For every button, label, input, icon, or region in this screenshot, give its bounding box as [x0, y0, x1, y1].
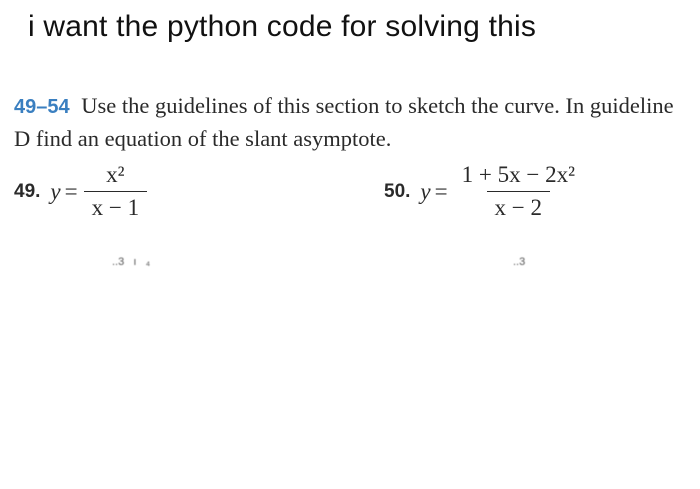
question-caption: i want the python code for solving this [28, 10, 537, 43]
exercise-range: 49–54 [14, 96, 70, 118]
equation-lhs: y [420, 178, 431, 204]
exercise-instructions [14, 90, 684, 155]
equals-sign: = [434, 178, 448, 204]
problem-50 [384, 162, 583, 221]
equation-lhs: y [50, 178, 61, 204]
fraction [454, 162, 583, 221]
fraction [84, 162, 147, 221]
problem-49 [14, 162, 147, 221]
cropped-text-residue: ..3 ı ₄ [112, 256, 151, 268]
equals-sign: = [64, 178, 78, 204]
fraction-numerator: 1 + 5x − 2x² [461, 162, 575, 187]
fraction-numerator: x² [106, 162, 125, 187]
textbook-photo [0, 80, 700, 489]
instructions-text: Use the guidelines of this section to sketch the curve. In guideline D find an equation of the slant asymptote. [14, 93, 674, 151]
cropped-text-residue: ..3 [513, 256, 526, 268]
problem-number: 50. [384, 180, 411, 202]
fraction-denominator: x − 2 [487, 191, 550, 221]
fraction-denominator: x − 1 [84, 191, 147, 221]
problem-number: 49. [14, 180, 41, 202]
